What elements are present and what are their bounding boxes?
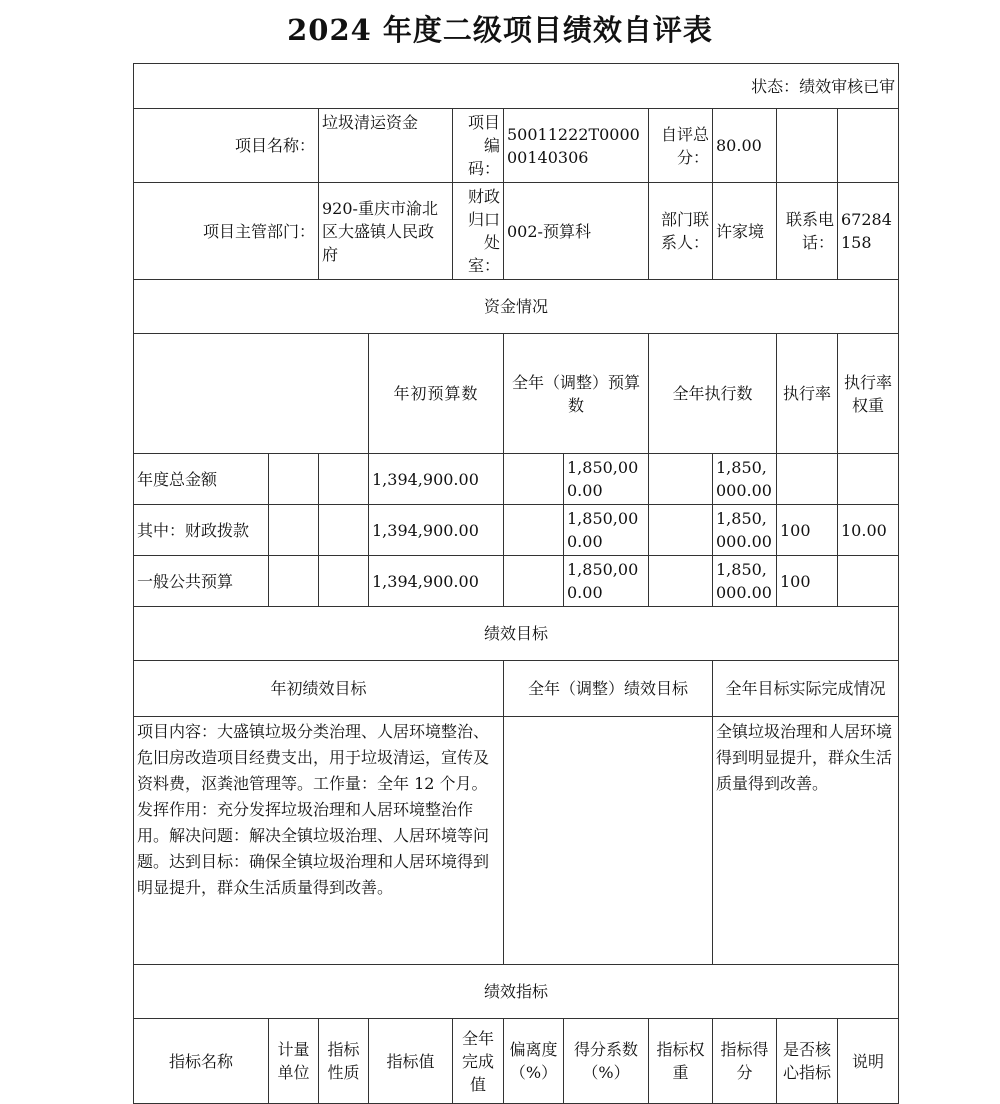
empty-cell [269,556,319,607]
funds-header-rate: 执行率 [777,334,838,454]
indicator-header-coefficient: 得分系数（%） [564,1019,649,1104]
goals-section-title: 绩效目标 [134,607,899,661]
page-title: 2024 年度二级项目绩效自评表 [287,13,713,47]
empty-cell [649,556,713,607]
table-row [134,505,899,556]
indicators-section-title: 绩效指标 [134,965,899,1019]
funds-initial: 1,394,900.00 [369,556,504,607]
funds-adjusted: 1,850,000.00 [564,454,649,505]
self-score-value: 80.00 [713,109,777,183]
funds-adjusted: 1,850,000.00 [564,505,649,556]
funds-header-initial: 年初预算数 [369,334,504,454]
contact-person-value: 许家境 [713,183,777,280]
funds-weight: 10.00 [838,505,899,556]
empty-cell [269,454,319,505]
goals-actual-text: 全镇垃圾治理和人居环境得到明显提升，群众生活质量得到改善。 [713,717,899,965]
empty-cell [504,454,564,505]
empty-cell [134,334,369,454]
funds-rate: 100 [777,505,838,556]
indicator-header-score: 指标得分 [713,1019,777,1104]
funds-section-title: 资金情况 [134,280,899,334]
contact-person-label: 部门联系人： [649,183,713,280]
indicator-header-nature: 指标性质 [319,1019,369,1104]
table-row [134,454,899,505]
evaluation-table [133,63,899,1104]
funds-initial: 1,394,900.00 [369,454,504,505]
funds-row-label: 其中：财政拨款 [134,505,269,556]
indicator-header-name: 指标名称 [134,1019,269,1104]
finance-office-value: 002-预算科 [504,183,649,280]
empty-cell [269,505,319,556]
empty-cell [649,454,713,505]
goals-initial-text: 项目内容：大盛镇垃圾分类治理、人居环境整治、危旧房改造项目经费支出，用于垃圾清运，宣传及资料费，沤粪池管理等。工作量：全年 12 个月。发挥作用：充分发挥垃圾治理和人居环境整治作用。解决问题：解决全镇垃圾治理、人居环境等问题。达到目标：确保全镇垃圾治理和人居环境得到明显提升，群众生活质量得到改善。 [134,717,504,965]
dept-label: 项目主管部门： [134,183,319,280]
funds-executed: 1,850,000.00 [713,556,777,607]
empty-cell [319,454,369,505]
status-cell: 状态：绩效审核已审 [134,64,899,109]
goals-header-initial: 年初绩效目标 [134,661,504,717]
self-score-label: 自评总分： [649,109,713,183]
funds-row-label: 年度总金额 [134,454,269,505]
goals-header-adjusted: 全年（调整）绩效目标 [504,661,713,717]
empty-cell [504,556,564,607]
indicator-header-core: 是否核心指标 [777,1019,838,1104]
funds-row-label: 一般公共预算 [134,556,269,607]
project-name-label: 项目名称： [134,109,319,183]
project-code-value: 50011222T000000140306 [504,109,649,183]
funds-header-weight: 执行率权重 [838,334,899,454]
empty-cell [838,109,899,183]
indicator-header-unit: 计量单位 [269,1019,319,1104]
empty-cell [649,505,713,556]
funds-rate [777,454,838,505]
funds-initial: 1,394,900.00 [369,505,504,556]
indicator-header-deviation: 偏离度（%） [504,1019,564,1104]
funds-adjusted: 1,850,000.00 [564,556,649,607]
project-name-value: 垃圾清运资金 [319,109,453,183]
indicator-header-weight: 指标权重 [649,1019,713,1104]
goals-adjusted-text [504,717,713,965]
phone-label: 联系电话： [777,183,838,280]
empty-cell [319,556,369,607]
empty-cell [504,505,564,556]
phone-value: 67284158 [838,183,899,280]
funds-weight [838,454,899,505]
funds-rate: 100 [777,556,838,607]
indicator-header-value: 指标值 [369,1019,453,1104]
funds-weight [838,556,899,607]
empty-cell [319,505,369,556]
project-code-label: 项目编码： [453,109,504,183]
empty-cell [777,109,838,183]
funds-header-adjusted: 全年（调整）预算数 [504,334,649,454]
dept-value: 920-重庆市渝北区大盛镇人民政府 [319,183,453,280]
indicator-header-completed: 全年完成值 [453,1019,504,1104]
funds-executed: 1,850,000.00 [713,454,777,505]
table-row [134,556,899,607]
goals-header-actual: 全年目标实际完成情况 [713,661,899,717]
finance-office-label: 财政归口处室： [453,183,504,280]
funds-header-executed: 全年执行数 [649,334,777,454]
funds-executed: 1,850,000.00 [713,505,777,556]
indicator-header-note: 说明 [838,1019,899,1104]
